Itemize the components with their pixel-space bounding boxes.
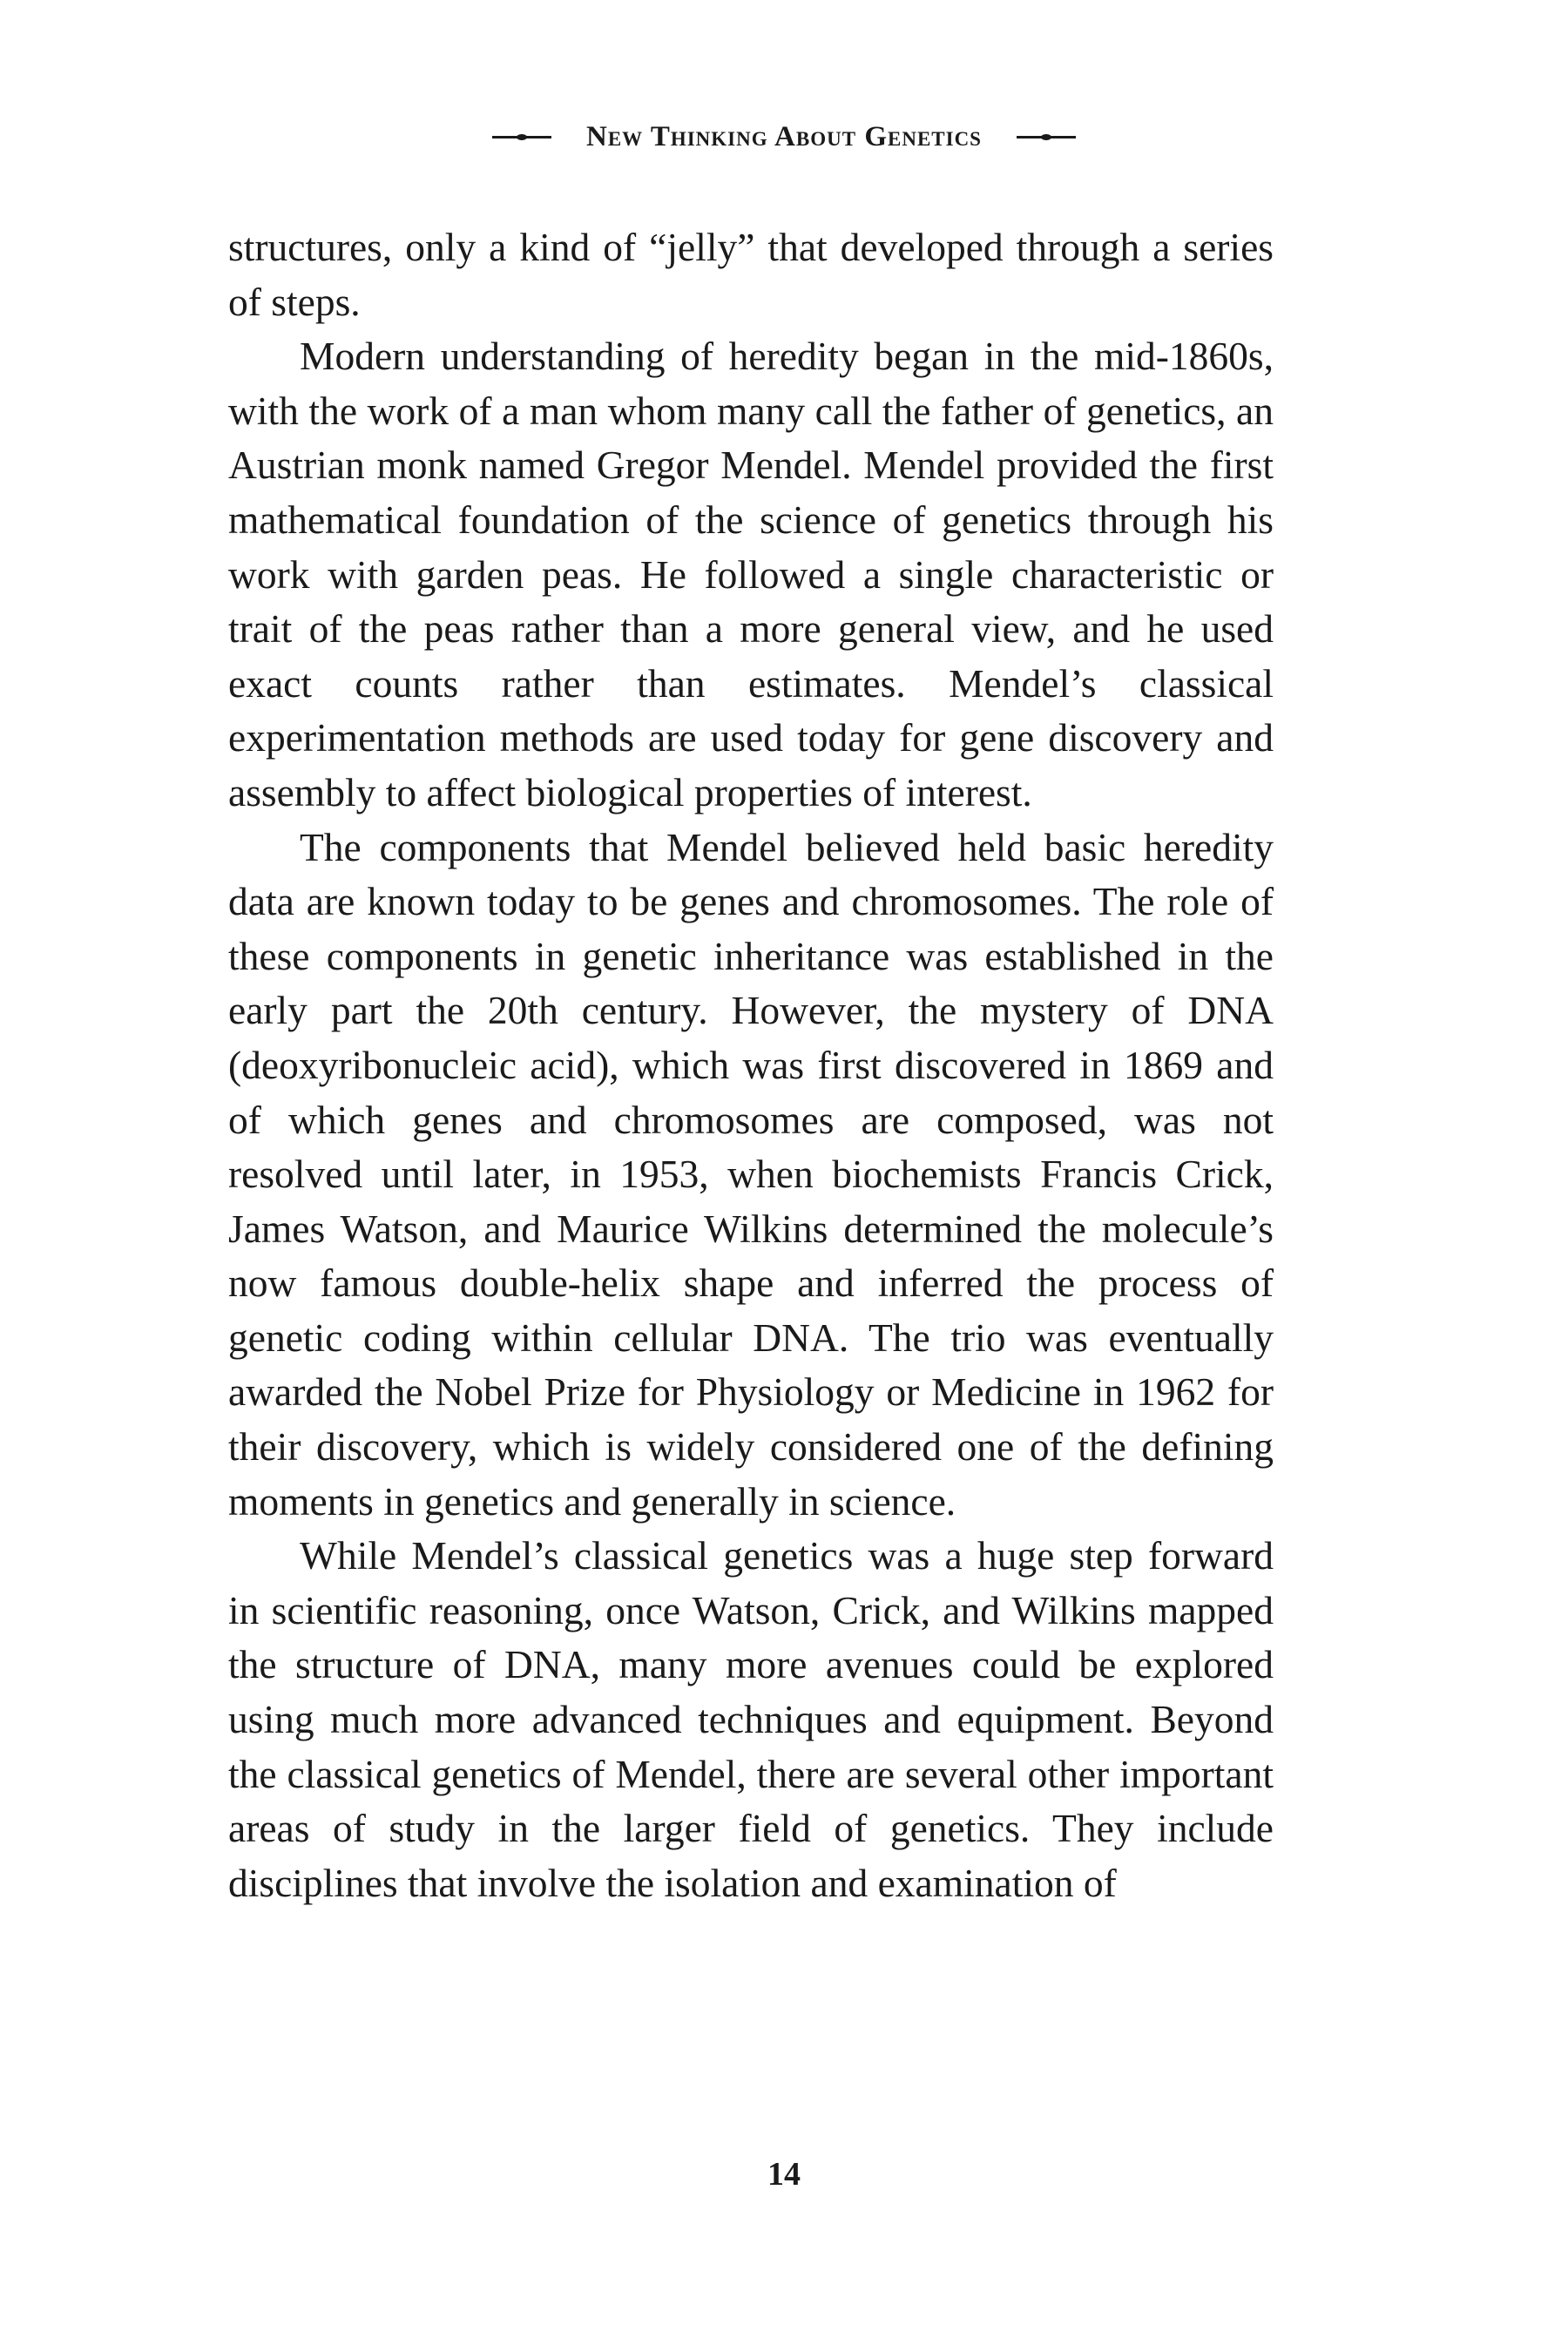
running-title: New Thinking About Genetics xyxy=(586,120,982,152)
paragraph-continued: structures, only a kind of “jelly” that developed through a series of steps. xyxy=(228,225,1274,324)
left-ornament-rule xyxy=(492,136,551,139)
page-number: 14 xyxy=(767,2156,801,2193)
paragraph-dna: The components that Mendel believed held basic heredity data are known today to be genes and chromosomes. The role of these components in genetic inheritance was established in the early part the 20th century. However, the mystery of DNA (deoxyribonucleic acid), which was first discovered in 1869 and of which genes and chromosomes are composed, was not resolved until later, in 1953, when biochemists Francis Crick, James Watson, and Maurice Wilkins determined the molecule’s now famous double-helix shape and inferred the process of genetic coding within cellular DNA. The trio was eventually awarded the Nobel Prize for Physiology or Medicine in 1962 for their discovery, which is widely considered one of the defining moments in genetics and generally in science. xyxy=(228,824,1274,1524)
running-head xyxy=(0,116,1568,158)
body-text xyxy=(228,220,1274,1910)
paragraph-genetics-fields: While Mendel’s classical genetics was a huge step forward in scientific reasoning, once Watson, Crick, and Wilkins mapped the structure of DNA, many more avenues could be explored using much more advanced techniques and equipment. Beyond the classical genetics of Mendel, there are several other important areas of study in the larger field of genetics. They include disciplines that involve the isolation and examination of xyxy=(228,1533,1274,1905)
right-ornament-rule xyxy=(1017,136,1076,139)
paragraph-mendel: Modern understanding of heredity began in the mid-1860s, with the work of a man whom many call the father of genetics, an Austrian monk named Gregor Mendel. Mendel provided the first mathematical foundation of the science of genetics through his work with garden peas. He followed a single characteristic or trait of the peas rather than a more general view, and he used exact counts rather than estimates. Mendel’s classical experimentation methods are used today for gene discovery and assembly to affect biological properties of interest. xyxy=(228,334,1274,814)
